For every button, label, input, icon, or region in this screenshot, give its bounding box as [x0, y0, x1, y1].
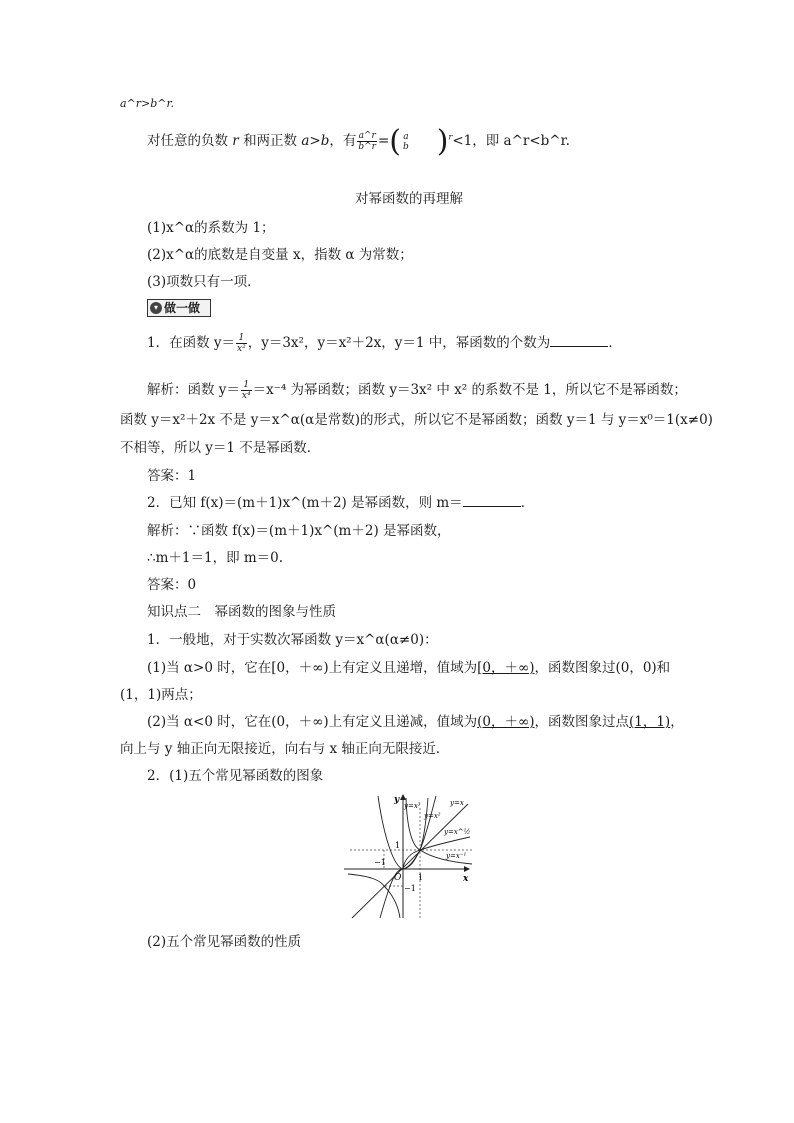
practice-tag-label: 做一做 [164, 301, 201, 315]
label-one-x: 1 [418, 873, 424, 882]
label-f-linear: y=x [450, 799, 464, 807]
label-f-cube: y=x³ [404, 802, 421, 810]
analysis-2-line-1: 解析：∵函数 f(x)＝(m＋1)x^(m＋2) 是幂函数， [147, 523, 451, 539]
label-f-inverse: y=x⁻¹ [446, 852, 467, 860]
kp2-paragraph-5: (2)五个常见幂函数的性质 [147, 934, 302, 950]
answer-1: 答案：1 [147, 468, 197, 484]
top-line-1: a^r>b^r. [120, 97, 175, 110]
practice-tag [147, 299, 211, 317]
label-one-y: 1 [395, 841, 401, 850]
curve-cube [380, 798, 428, 918]
label-f-sqrt: y=x^½ [444, 828, 471, 836]
note-1: (1)x^α的系数为 1； [147, 220, 275, 236]
kp2-paragraph-2: (1)当 α>0 时，它在[0，＋∞)上有定义且递增，值域为[0，＋∞)，函数图象过(0，0)和 [147, 660, 671, 676]
analysis-2-line-2: ∴m＋1＝1，即 m＝0. [147, 550, 284, 566]
label-origin: O [394, 873, 402, 883]
kp2-paragraph-1: 1．一般地，对于实数次幂函数 y＝x^α(α≠0)： [147, 632, 438, 648]
chevron-down-icon: ▾ [150, 302, 162, 314]
x-axis-arrow [464, 866, 470, 872]
note-2: (2)x^α的底数是自变量 x，指数 α 为常数； [147, 247, 413, 263]
label-neg-one-y: −1 [404, 884, 416, 893]
question-1: 1．在函数 y＝ $\frac{1}{\text{x²}}$ ，y＝3x²，y＝x²＋2x，y＝1 中，幂函数的个数为 ． [147, 333, 622, 354]
note-3: (3)项数只有一项． [147, 274, 261, 290]
answer-blank-1 [550, 334, 608, 347]
top-line-2: 对任意的负数 r 和两正数 a>b，有 $\frac{a\^{}r}{b\^{}r}$ =( a b )$^r$<1，即 a^r<b^r. [147, 123, 570, 159]
label-x-axis: x [463, 874, 469, 884]
section-title: 对幂函数的再理解 [355, 191, 463, 207]
analysis-1-line-2: 函数 y＝x²＋2x 不是 y＝x^α(α是常数)的形式，所以它不是幂函数；函数 y＝1 与 y＝x⁰＝1(x≠0) [120, 412, 713, 428]
analysis-1-line-3: 不相等，所以 y＝1 不是幂函数． [120, 440, 321, 456]
y-axis-arrow [400, 794, 406, 800]
label-f-square: y=x² [424, 812, 441, 820]
knowledge-point-title: 知识点二 幂函数的图象与性质 [147, 604, 336, 620]
answer-blank-2 [463, 494, 521, 507]
label-y-axis: y [394, 795, 400, 805]
analysis-1-line-1: 解析：函数 y＝ $\frac{1}{\text{x⁴}}$ ＝x⁻⁴ 为幂函数；函数 y＝3x² 中 x² 的系数不是 1，所以它不是幂函数； [147, 380, 687, 401]
question-2: 2．已知 f(x)＝(m＋1)x^(m＋2) 是幂函数，则 m＝ ． [147, 495, 535, 511]
kp2-paragraph-3b: 向上与 y 轴正向无限接近，向右与 x 轴正向无限接近． [120, 741, 450, 757]
kp2-paragraph-3: (2)当 α<0 时，它在(0，＋∞)上有定义且递减，值域为(0，＋∞)，函数图象过点(1，1)， [147, 714, 684, 730]
label-neg-one-x: −1 [374, 858, 386, 867]
answer-2: 答案：0 [147, 577, 197, 593]
kp2-paragraph-2b: (1，1)两点； [120, 687, 202, 703]
kp2-paragraph-4: 2．(1)五个常见幂函数的图象 [147, 768, 324, 784]
power-functions-graph [340, 788, 480, 922]
